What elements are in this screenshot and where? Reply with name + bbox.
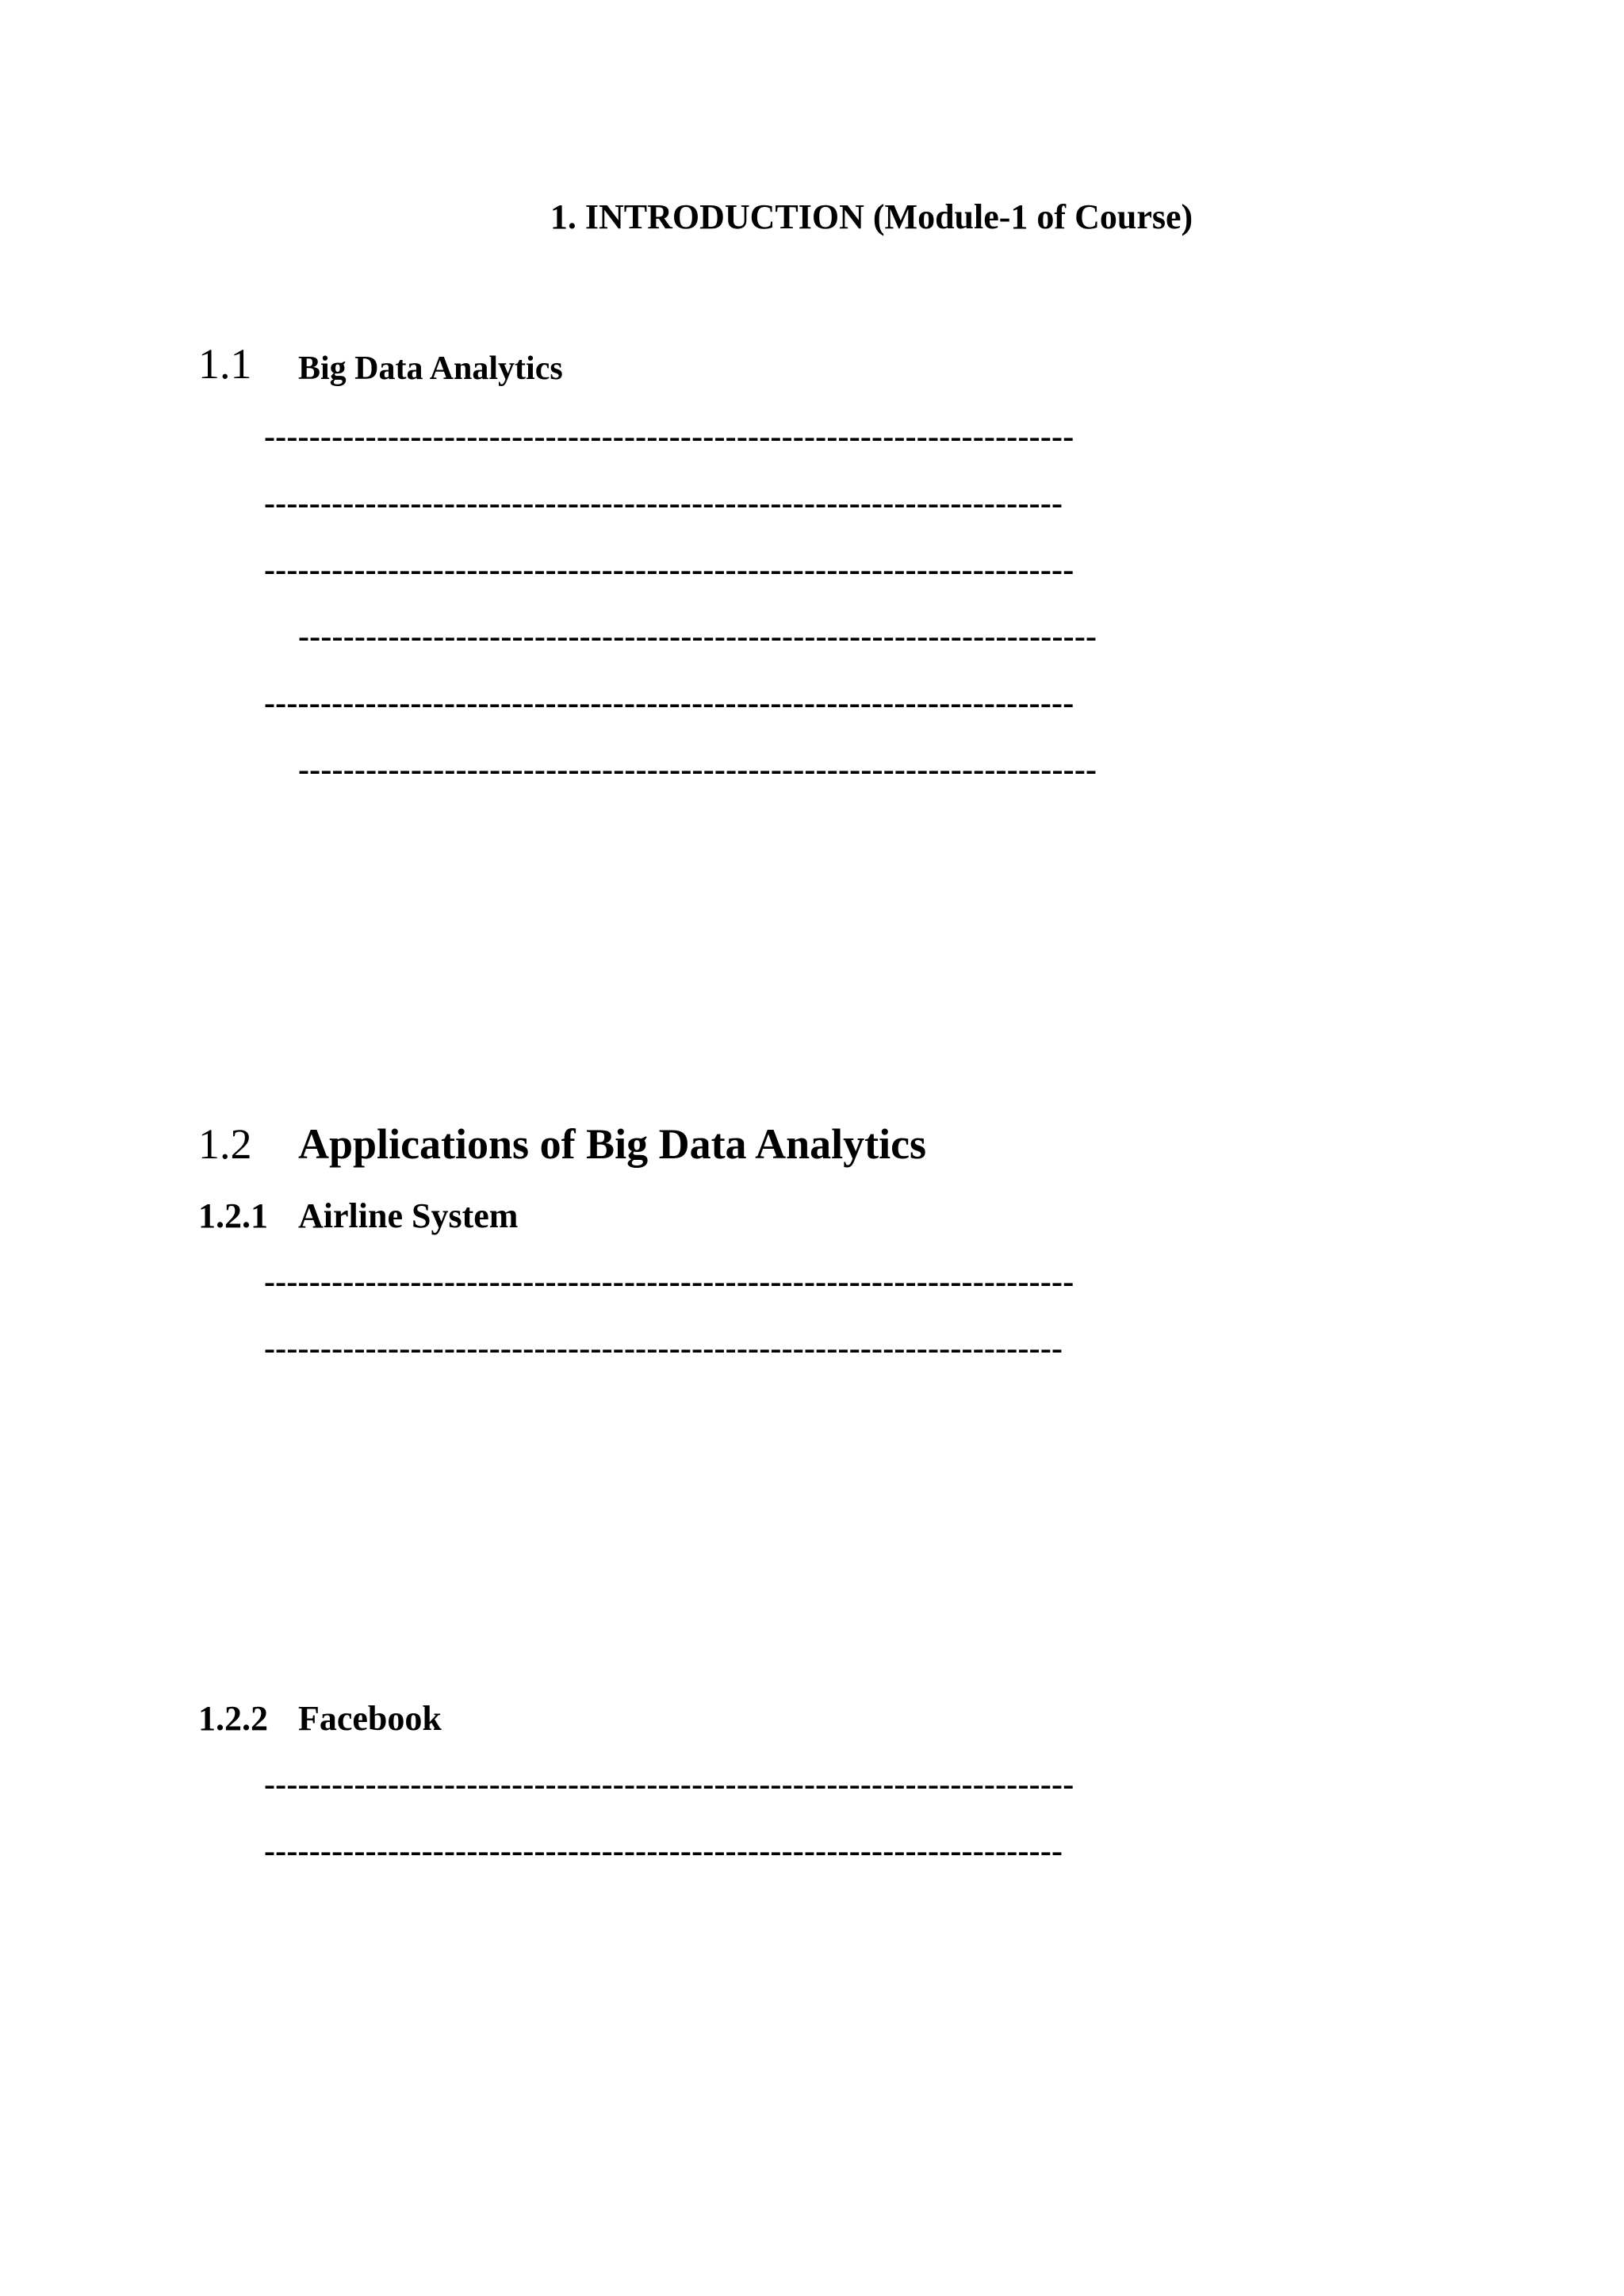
- section-heading: Applications of Big Data Analytics: [298, 1120, 927, 1168]
- subsection-number: 1.2.1: [198, 1196, 268, 1235]
- subsection-number: 1.2.2: [198, 1699, 268, 1738]
- placeholder-line: ------------------------------------------------------------------------: [264, 552, 1074, 588]
- placeholder-line: -----------------------------------------------------------------------: [298, 618, 1097, 655]
- section-number: 1.2: [198, 1120, 252, 1168]
- subsection-heading: Airline System: [298, 1196, 519, 1235]
- placeholder-line: ------------------------------------------------------------------------: [264, 1264, 1074, 1300]
- section-number: 1.1: [198, 340, 252, 388]
- page-title: 1. INTRODUCTION (Module-1 of Course): [550, 197, 1193, 236]
- placeholder-line: -----------------------------------------------------------------------: [264, 1330, 1063, 1367]
- placeholder-line: ------------------------------------------------------------------------: [264, 419, 1074, 455]
- subsection-heading: Facebook: [298, 1699, 442, 1738]
- placeholder-line: ------------------------------------------------------------------------: [264, 685, 1074, 721]
- placeholder-line: -----------------------------------------------------------------------: [264, 485, 1063, 522]
- placeholder-line: -----------------------------------------------------------------------: [298, 752, 1097, 788]
- section-heading: Big Data Analytics: [298, 350, 563, 387]
- placeholder-line: -----------------------------------------------------------------------: [264, 1833, 1063, 1869]
- placeholder-line: ------------------------------------------------------------------------: [264, 1766, 1074, 1803]
